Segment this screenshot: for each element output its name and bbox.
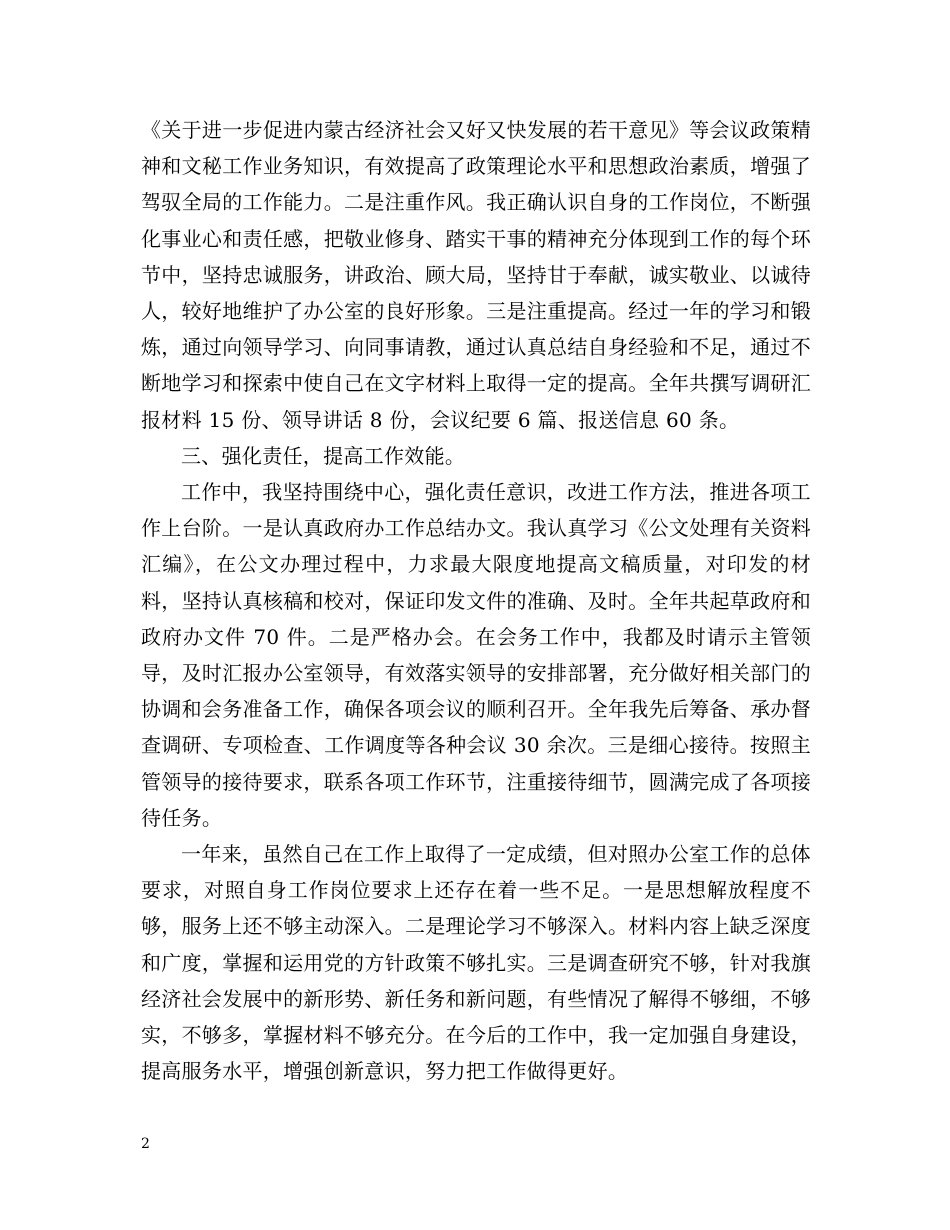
paragraph-continuation: 《关于进一步促进内蒙古经济社会又好又快发展的若干意见》等会议政策精神和文秘工作业务知识，有效提高了政策理论水平和思想政治素质，增强了驾驭全局的工作能力。二是注重作风。我正确认识自身的工作岗位，不断强化事业心和责任感，把敬业修身、踏实干事的精神充分体现到工作的每个环节中，坚持忠诚服务，讲政治、顾大局，坚持甘于奉献，诚实敬业、以诚待人，较好地维护了办公室的良好形象。三是注重提高。经过一年的学习和锻炼，通过向领导学习、向同事请教，通过认真总结自身经验和不足，通过不断地学习和探索中使自己在文字材料上取得一定的提高。全年共撰写调研汇报材料 15 份、领导讲话 8 份，会议纪要 6 篇、报送信息 60 条。 <box>141 118 811 432</box>
paragraph-shortcomings: 一年来，虽然自己在工作上取得了一定成绩，但对照办公室工作的总体要求，对照自身工作岗位要求上还存在着一些不足。一是思想解放程度不够，服务上还不够主动深入。二是理论学习不够深入。材料内容上缺乏深度和广度，掌握和运用党的方针政策不够扎实。三是调查研究不够，针对我旗经济社会发展中的新形势、新任务和新问题，有些情况了解得不够细，不够实，不够多，掌握材料不够充分。在今后的工作中，我一定加强自身建设，提高服务水平，增强创新意识，努力把工作做得更好。 <box>141 842 811 1084</box>
section-heading-three: 三、强化责任，提高工作效能。 <box>181 443 466 468</box>
paragraph-work-responsibility: 工作中，我坚持围绕中心，强化责任意识，改进工作方法，推进各项工作上台阶。一是认真政府办工作总结办文。我认真学习《公文处理有关资料汇编》，在公文办理过程中，力求最大限度地提高文稿质量，对印发的材料，坚持认真核稿和校对，保证印发文件的准确、及时。全年共起草政府和政府办文件 70 件。二是严格办会。在会务工作中，我都及时请示主管领导，及时汇报办公室领导，有效落实领导的安排部署，充分做好相关部门的协调和会务准备工作，确保各项会议的顺利召开。全年我先后筹备、承办督查调研、专项检查、工作调度等各种会议 30 余次。三是细心接待。按照主管领导的接待要求，联系各项工作环节，注重接待细节，圆满完成了各项接待任务。 <box>141 480 811 830</box>
page-number: 2 <box>141 1136 150 1152</box>
document-body <box>141 112 811 1089</box>
